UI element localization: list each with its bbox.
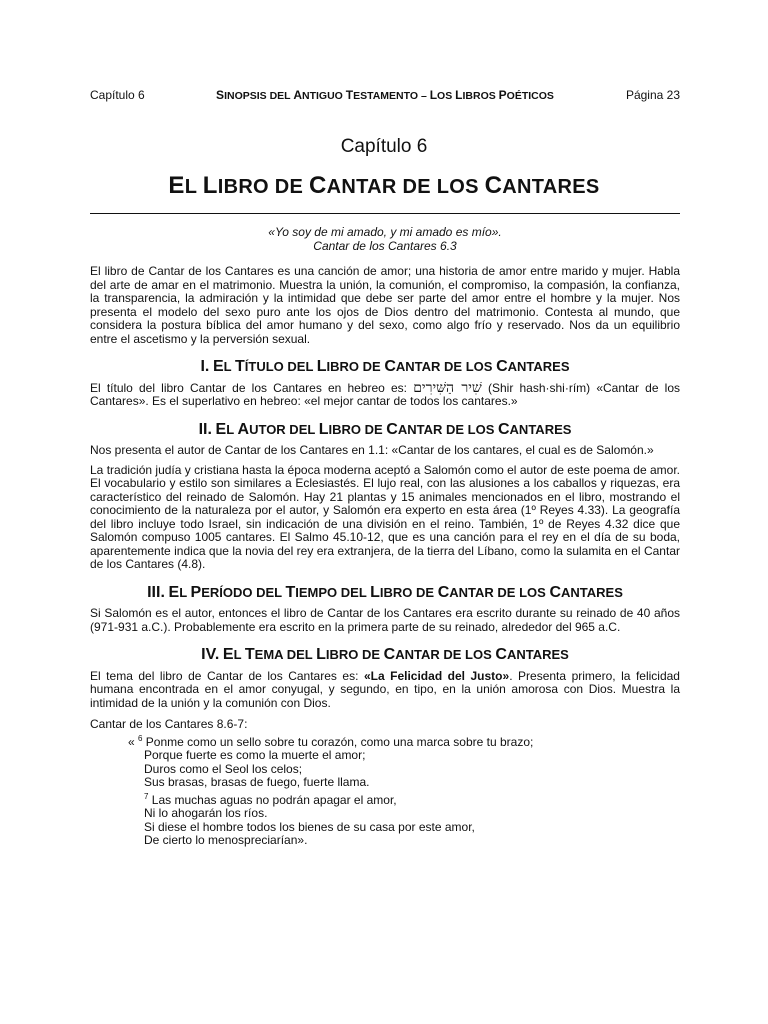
title-divider <box>90 213 680 214</box>
poem-line: « $^6$ Ponme como un sello sobre tu corazón, como una marca sobre tu brazo; <box>128 733 534 749</box>
hebrew-title: שִׁיר הַשִּׁירִים <box>413 379 482 396</box>
section-heading-4: IV. EL TEMA DEL LIBRO DE CANTAR DE LOS CANTARES <box>201 646 569 663</box>
section-2-paragraph-2: La tradición judía y cristiana hasta la época moderna aceptó a Salomón como el autor de este poema de amor. El vocabulario y estilo son similares a Eclesiastés. El lujo real, con las alusiones a los caballos y riquezas, era característico del reinado de Salomón. Hay 21 plantas y 15 animales mencionados en el libro, mostrando el conocimiento de la naturaleza por el autor, y Salomón era experto en esta área (1º Reyes 4.33). La geografía del libro incluye todo Israel, sin indicación de una división en el reino. También, 1º de Reyes 4.32 dice que Salomón compuso 1005 cantares. El Salmo 45.10-12, que es una canción para el rey en el día de su boda, aparentemente indica que la novia del rey era extranjera, de la tierra del Líbano, como la sulamita en el Cantar de los Cantares (4.8). <box>90 462 680 571</box>
poem-line: Sus brasas, brasas de fuego, fuerte llama. <box>144 775 370 789</box>
poem-quote <box>128 732 680 848</box>
header-page-number: Página 23 <box>625 88 680 102</box>
chapter-content <box>90 226 680 848</box>
epigraph-quote: «Yo soy de mi amado, y mi amado es mío». <box>268 225 502 239</box>
epigraph <box>90 226 680 253</box>
section-heading-1: I. EL TÍTULO DEL LIBRO DE CANTAR DE LOS CANTARES <box>200 358 570 375</box>
section-1-paragraph: El título del libro Cantar de los Cantares en hebreo es: שִׁיר הַשִּׁירִים (Shir hash·shi·rím) «Cantar de los Cantares». Es el superlativo en hebreo: «el mejor cantar de todos los cantares.» <box>90 379 680 408</box>
running-header <box>90 88 680 104</box>
section-2-paragraph-1: Nos presenta el autor de Cantar de los Cantares en 1.1: «Cantar de los cantares, el cual es de Salomón.» <box>90 443 654 457</box>
poem-line: Si diese el hombre todos los bienes de su casa por este amor, <box>144 819 475 834</box>
poem-reference: Cantar de los Cantares 8.6-7: <box>90 717 248 731</box>
verse-number: 7 <box>144 791 149 801</box>
theme-phrase: «La Felicidad del Justo» <box>363 668 510 683</box>
epigraph-reference: Cantar de los Cantares 6.3 <box>313 238 457 253</box>
section-3-paragraph: Si Salomón es el autor, entonces el libro de Cantar de los Cantares era escrito durante su reinado de 40 años (971-931 a.C.). Probablemente era escrito en la primera parte de su reinado, alrededor del 965 a.C. <box>90 606 680 634</box>
intro-paragraph: El libro de Cantar de los Cantares es una canción de amor; una historia de amor entre marido y mujer. Habla del arte de amar en el matrimonio. Muestra la unión, la comunión, el compromiso, la compasión, la confianza, la transparencia, la admiración y la intimidad que debe ser parte del amor entre el hombre y la mujer. Nos presenta el modelo del sexo puro ante los ojos de Dios dentro del matrimonio. Contesta al mundo, que considera la postura bíblica del amor humano y del sexo, como algo frío y reservado. Nos da un equilibrio entre el ascetismo y la perversión sexual. <box>90 264 680 346</box>
chapter-title: EL LIBRO DE CANTAR DE LOS CANTARES <box>168 172 600 199</box>
section-4-paragraph: El tema del libro de Cantar de los Cantares es: «La Felicidad del Justo». Presenta primero, la felicidad humana encontrada en el amor conyugal, y segundo, en tipo, en la unión amorosa con Dios. Muestra la intimidad de la unión y la comunión con Dios. <box>90 668 680 710</box>
verse-number: 6 <box>138 733 143 743</box>
section-heading-3: III. EL PERÍODO DEL TIEMPO DEL LIBRO DE CANTAR DE LOS CANTARES <box>147 583 623 601</box>
header-chapter: Capítulo 6 <box>90 88 145 102</box>
header-book-title: SINOPSIS DEL ANTIGUO TESTAMENTO – LOS LIBROS POÉTICOS <box>216 88 554 102</box>
poem-line: De cierto lo menospreciarían». <box>144 833 308 847</box>
chapter-label: Capítulo 6 <box>340 136 428 157</box>
section-heading-2: II. EL AUTOR DEL LIBRO DE CANTAR DE LOS CANTARES <box>198 420 572 438</box>
poem-line: $^7$ Las muchas aguas no podrán apagar el amor, <box>144 791 397 807</box>
poem-line: Porque fuerte es como la muerte el amor; <box>144 748 366 762</box>
poem-line: Ni lo ahogarán los ríos. <box>144 806 268 820</box>
poem-line: Duros como el Seol los celos; <box>144 761 303 776</box>
